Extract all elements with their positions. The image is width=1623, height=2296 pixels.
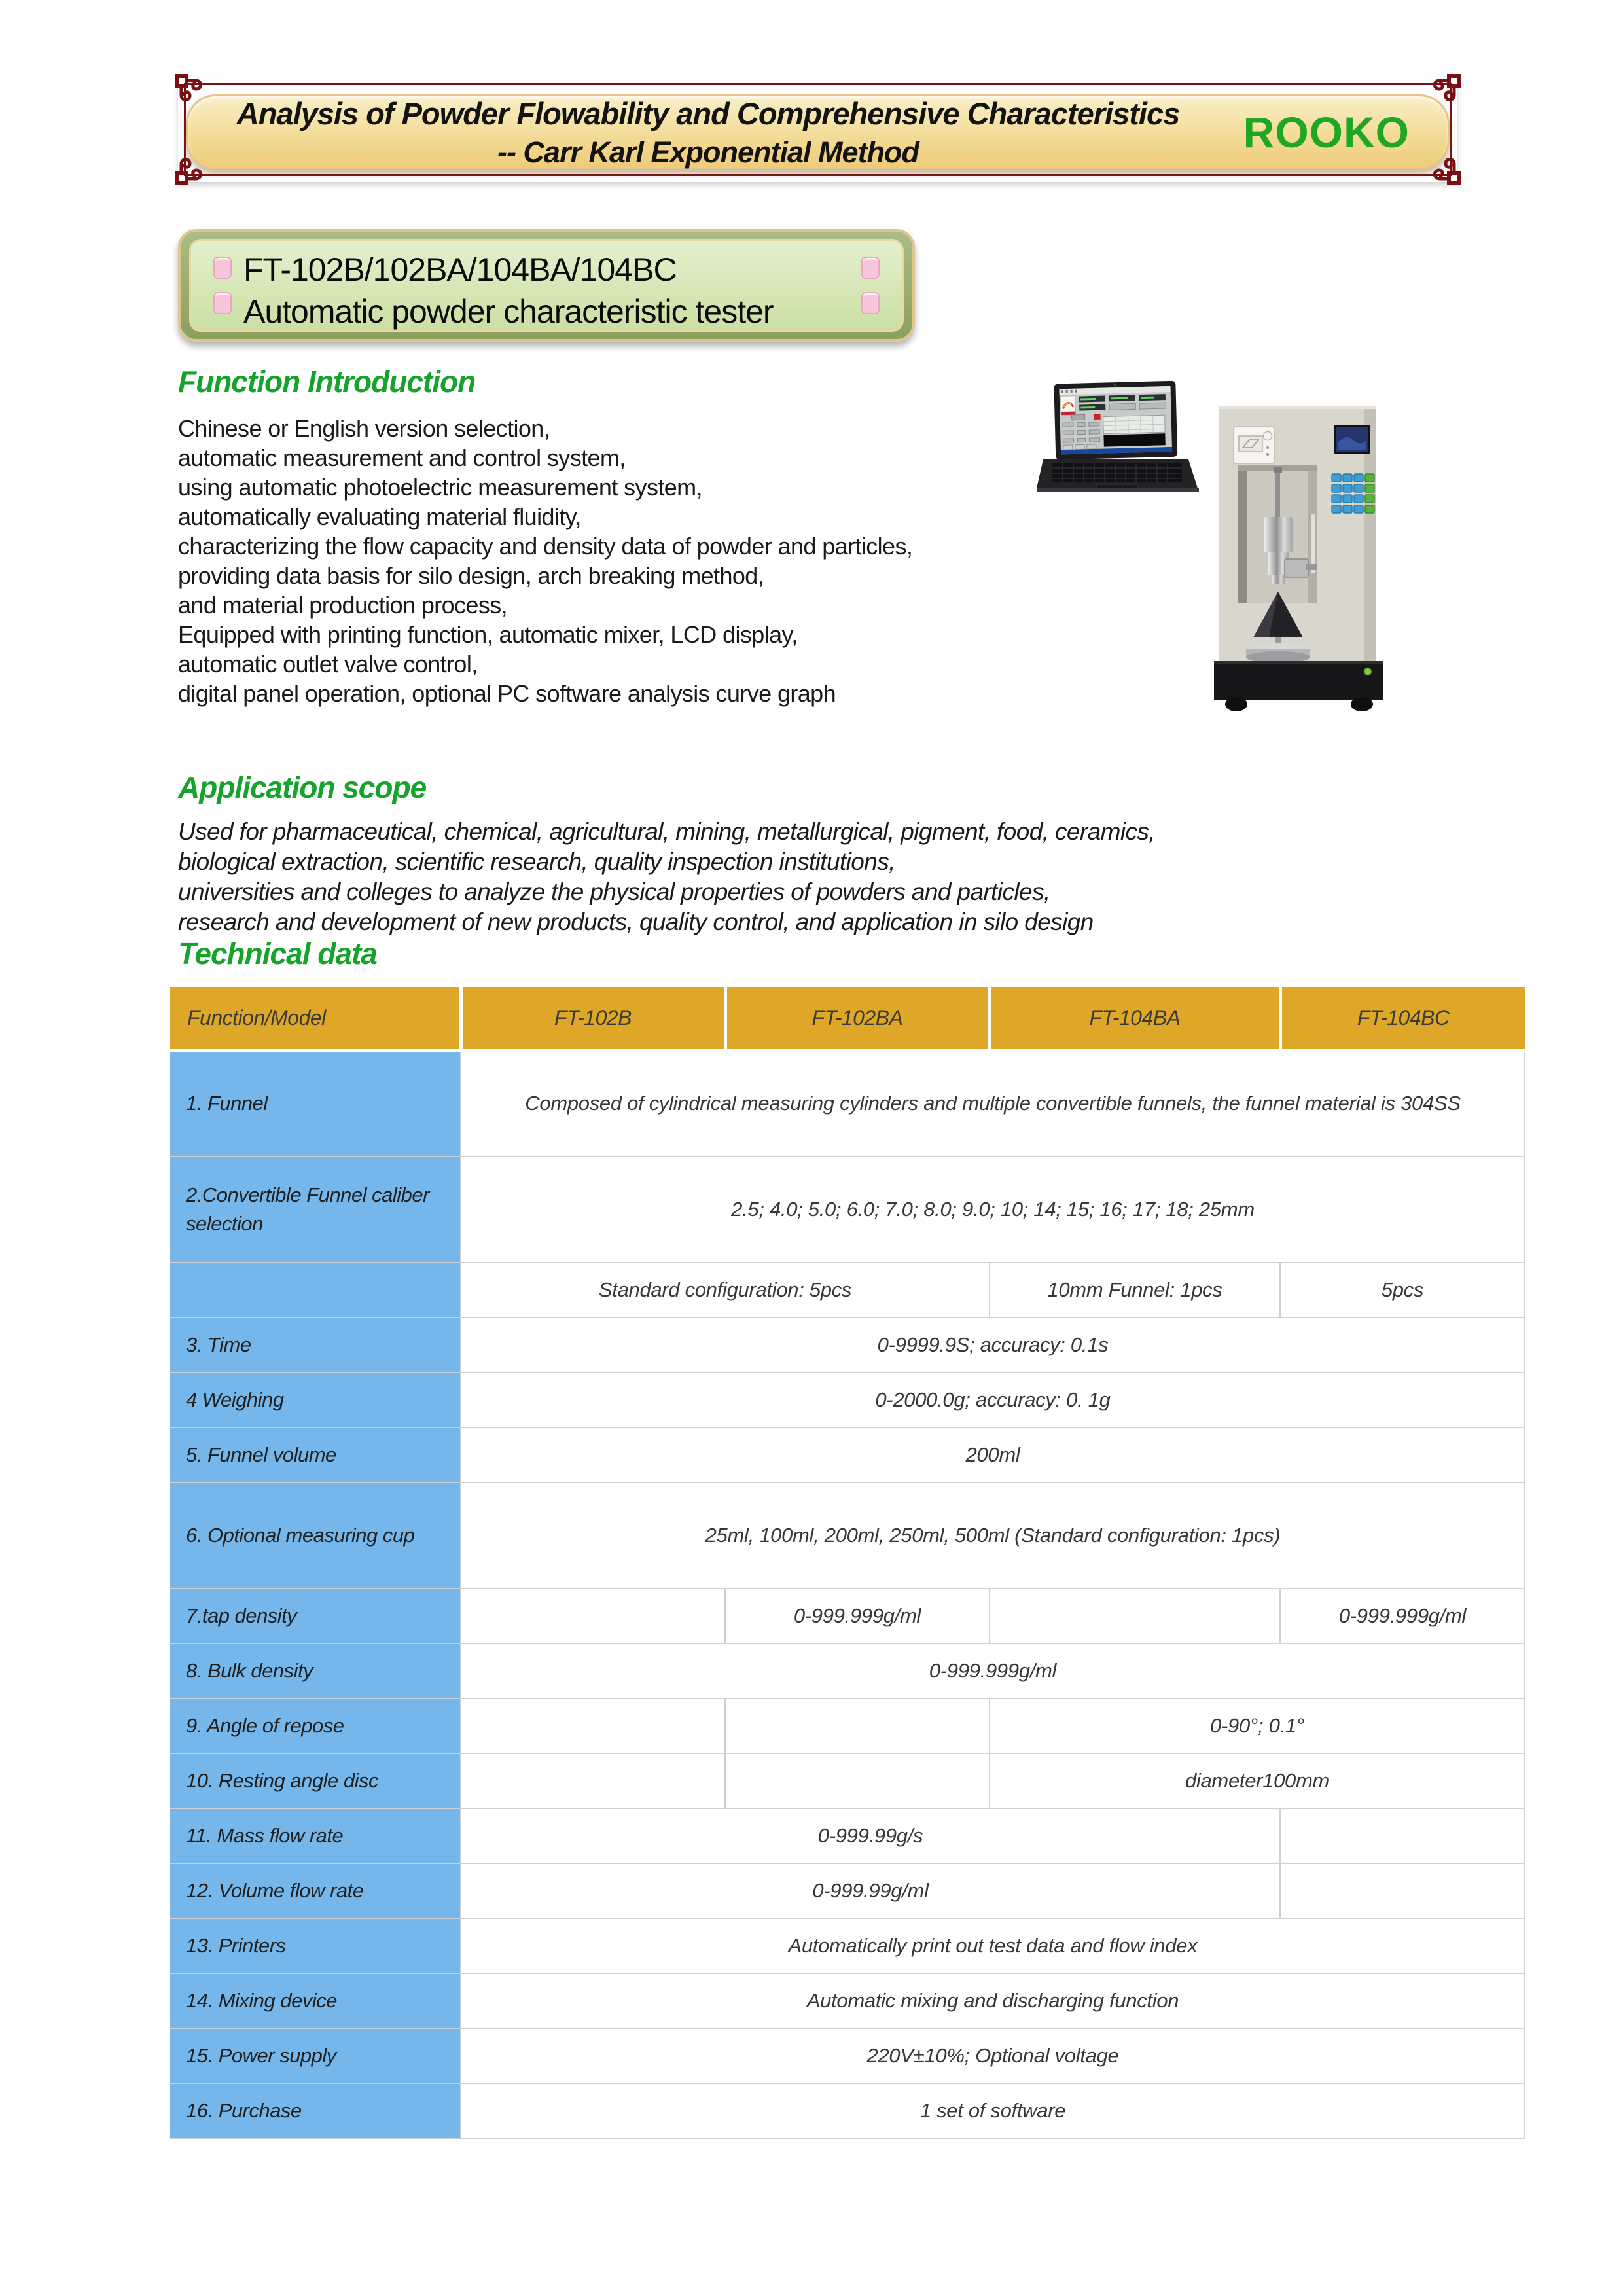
value-cell (1280, 1808, 1525, 1863)
brand-logo: ROOKO (1243, 108, 1410, 156)
technical-table (170, 987, 1525, 2139)
row-label-cell (170, 1263, 461, 1318)
value-cell: Standard configuration: 5pcs (461, 1263, 990, 1318)
row-label-cell: 13. Printers (170, 1918, 461, 1973)
value-cell: 0-90°; 0.1° (990, 1698, 1525, 1753)
row-label-cell: 16. Purchase (170, 2083, 461, 2138)
table-row (170, 2083, 1525, 2138)
value-cell: 25ml, 100ml, 200ml, 250ml, 500ml (Standard configuration: 1pcs) (461, 1482, 1525, 1588)
row-label-cell: 4 Weighing (170, 1372, 461, 1427)
row-label-cell: 8. Bulk density (170, 1643, 461, 1698)
text-line: Chinese or English version selection, (178, 415, 550, 442)
row-label-cell: 11. Mass flow rate (170, 1808, 461, 1863)
table-row (170, 1863, 1525, 1918)
text-line: Used for pharmaceutical, chemical, agricultural, mining, metallurgical, pigment, food, ceramics, (178, 818, 1155, 845)
product-box-panel (189, 239, 904, 332)
header-cell: FT-102BA (725, 987, 990, 1050)
row-label-cell: 7.tap density (170, 1588, 461, 1643)
value-cell (461, 1698, 725, 1753)
value-cell: 220V±10%; Optional voltage (461, 2028, 1525, 2083)
value-cell (725, 1753, 990, 1808)
function-introduction-text (178, 414, 1160, 708)
value-cell: 5pcs (1280, 1263, 1525, 1318)
value-cell: 0-999.99g/ml (461, 1863, 1280, 1918)
header-cell: Function/Model (170, 987, 461, 1050)
text-line: and material production process, (178, 592, 508, 619)
row-label-cell: 14. Mixing device (170, 1973, 461, 2028)
pin-icon (213, 292, 232, 314)
value-cell (725, 1698, 990, 1753)
value-cell: 0-999.999g/ml (725, 1588, 990, 1643)
value-cell: 0-999.99g/s (461, 1808, 1280, 1863)
banner-title: Analysis of Powder Flowability and Comprehensive Characteristics (236, 96, 1180, 131)
banner-plaque (186, 94, 1450, 170)
text-line: using automatic photoelectric measurement system, (178, 474, 702, 501)
value-cell: 0-2000.0g; accuracy: 0. 1g (461, 1372, 1525, 1427)
table-row (170, 1753, 1525, 1808)
application-scope-text (178, 817, 1421, 937)
value-cell: 0-9999.9S; accuracy: 0.1s (461, 1318, 1525, 1372)
product-model-line: FT-102B/102BA/104BA/104BC (243, 251, 677, 288)
row-label-cell: 10. Resting angle disc (170, 1753, 461, 1808)
pin-icon (213, 257, 232, 279)
row-label-cell: 3. Time (170, 1318, 461, 1372)
function-introduction-heading: Function Introduction (178, 365, 476, 399)
value-cell: Automatically print out test data and flow index (461, 1918, 1525, 1973)
text-line: automatic measurement and control system, (178, 444, 626, 471)
row-label-cell: 5. Funnel volume (170, 1427, 461, 1482)
table-row (170, 1588, 1525, 1643)
value-cell (990, 1588, 1280, 1643)
table-row (170, 1973, 1525, 2028)
value-cell (1280, 1863, 1525, 1918)
instrument-image (1206, 397, 1402, 711)
table-row (170, 1482, 1525, 1588)
value-cell: Composed of cylindrical measuring cylinders and multiple convertible funnels, the funnel material is 304SS (461, 1050, 1525, 1157)
header-cell: FT-104BA (990, 987, 1280, 1050)
product-name-line: Automatic powder characteristic tester (243, 293, 774, 330)
table-row (170, 1427, 1525, 1482)
row-label-cell: 9. Angle of repose (170, 1698, 461, 1753)
value-cell: 200ml (461, 1427, 1525, 1482)
technical-data-heading: Technical data (178, 937, 377, 971)
row-label-cell: 12. Volume flow rate (170, 1863, 461, 1918)
table-row (170, 2028, 1525, 2083)
table-row (170, 1372, 1525, 1427)
banner-title-block (207, 96, 1209, 168)
application-scope-heading: Application scope (178, 770, 427, 804)
banner-frame (178, 77, 1457, 182)
table-row (170, 1263, 1525, 1318)
banner-subtitle: -- Carr Karl Exponential Method (497, 135, 919, 169)
laptop-software-image (1034, 380, 1204, 511)
row-label-cell: 1. Funnel (170, 1050, 461, 1157)
table-row (170, 1157, 1525, 1263)
text-line: Equipped with printing function, automatic mixer, LCD display, (178, 621, 798, 648)
table-header-row (170, 987, 1525, 1050)
table-header (170, 987, 1525, 1050)
product-text (243, 249, 774, 332)
table-row (170, 1808, 1525, 1863)
value-cell: diameter100mm (990, 1753, 1525, 1808)
text-line: characterizing the flow capacity and density data of powder and particles, (178, 533, 913, 560)
text-line: research and development of new products, quality control, and application in silo design (178, 908, 1094, 935)
pin-icon (861, 257, 880, 279)
value-cell: Automatic mixing and discharging function (461, 1973, 1525, 2028)
product-box (178, 229, 915, 342)
value-cell: 0-999.999g/ml (461, 1643, 1525, 1698)
row-label-cell: 15. Power supply (170, 2028, 461, 2083)
header-cell: FT-102B (461, 987, 725, 1050)
table-row (170, 1318, 1525, 1372)
text-line: automatically evaluating material fluidity, (178, 503, 581, 530)
value-cell: 1 set of software (461, 2083, 1525, 2138)
value-cell (461, 1588, 725, 1643)
row-label-cell: 2.Convertible Funnel caliber selection (170, 1157, 461, 1263)
table-row (170, 1643, 1525, 1698)
value-cell (461, 1753, 725, 1808)
table-row (170, 1050, 1525, 1157)
value-cell: 10mm Funnel: 1pcs (990, 1263, 1280, 1318)
text-line: digital panel operation, optional PC software analysis curve graph (178, 680, 836, 707)
text-line: providing data basis for silo design, arch breaking method, (178, 562, 764, 589)
header-cell: FT-104BC (1280, 987, 1525, 1050)
value-cell: 0-999.999g/ml (1280, 1588, 1525, 1643)
table-row (170, 1918, 1525, 1973)
pin-icon (861, 292, 880, 314)
value-cell: 2.5; 4.0; 5.0; 6.0; 7.0; 8.0; 9.0; 10; 14; 15; 16; 17; 18; 25mm (461, 1157, 1525, 1263)
table-body (170, 1050, 1525, 2138)
row-label-cell: 6. Optional measuring cup (170, 1482, 461, 1588)
table-row (170, 1698, 1525, 1753)
text-line: biological extraction, scientific research, quality inspection institutions, (178, 848, 895, 875)
text-line: automatic outlet valve control, (178, 651, 478, 677)
text-line: universities and colleges to analyze the physical properties of powders and particles, (178, 878, 1050, 905)
